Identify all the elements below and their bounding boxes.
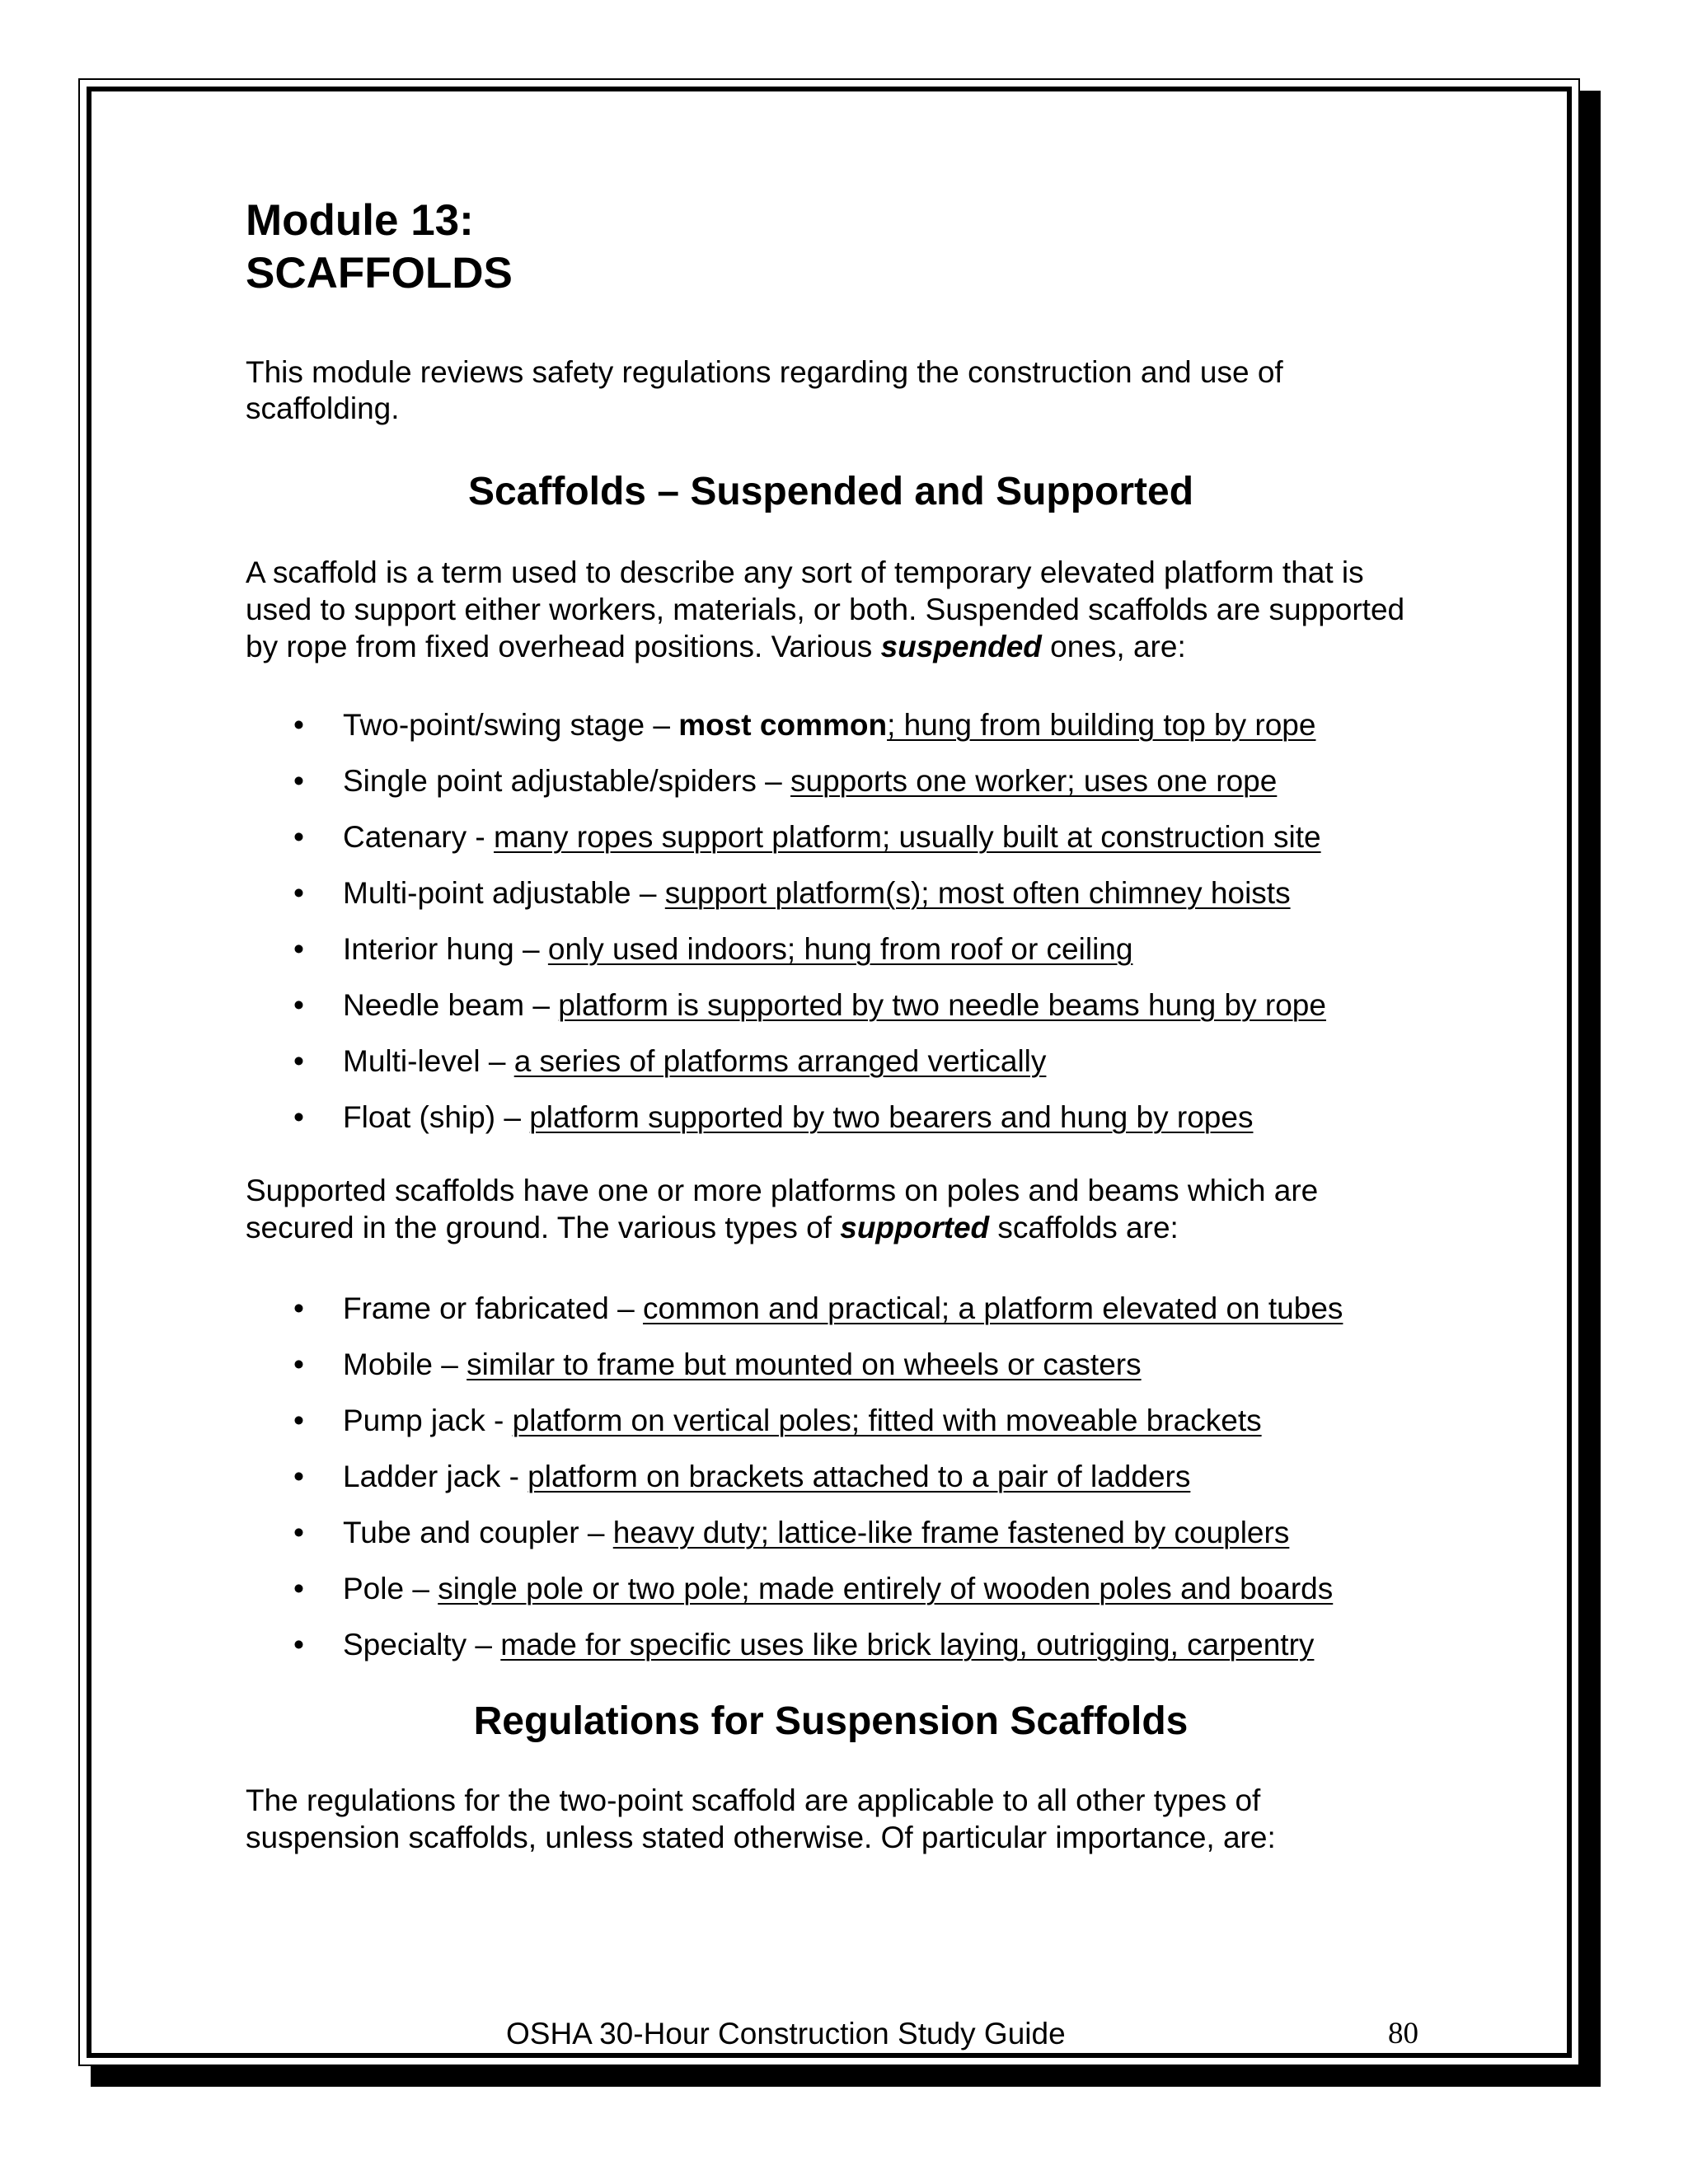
- section-heading-regulations: Regulations for Suspension Scaffolds: [473, 1699, 1189, 1743]
- suspended-scaffold-item: [246, 707, 1449, 763]
- bullet-icon: •: [293, 708, 304, 742]
- item-description: common and practical; a platform elevated on tubes: [642, 1291, 1343, 1325]
- supported-scaffold-item: [246, 1403, 1449, 1459]
- item-description: platform supported by two bearers and hung by ropes: [529, 1100, 1254, 1134]
- item-description: a series of platforms arranged vertically: [513, 1044, 1047, 1078]
- supported-scaffold-list: [246, 1291, 1449, 1683]
- bullet-icon: •: [293, 988, 304, 1022]
- page-number: 80: [1388, 2017, 1418, 2050]
- scaffold-definition-paragraph: [246, 554, 1432, 665]
- item-term: Pump jack -: [343, 1404, 513, 1437]
- page-content: [246, 194, 1432, 1854]
- item-term: Catenary -: [343, 820, 495, 854]
- suspended-scaffold-item: [246, 819, 1449, 875]
- bullet-icon: •: [293, 1516, 304, 1549]
- item-description: platform on vertical poles; fitted with moveable brackets: [512, 1404, 1262, 1437]
- bullet-icon: •: [293, 820, 304, 854]
- item-description: similar to frame but mounted on wheels or casters: [467, 1347, 1142, 1381]
- item-term: Needle beam –: [343, 988, 559, 1022]
- item-term: Multi-point adjustable –: [343, 876, 665, 910]
- module-title-line2: SCAFFOLDS: [246, 249, 513, 298]
- item-description: made for specific uses like brick laying, outrigging, carpentry: [500, 1628, 1315, 1661]
- para2-emphasis-supported: supported: [840, 1211, 990, 1244]
- supported-scaffold-item: [246, 1347, 1449, 1403]
- item-term: Float (ship) –: [343, 1100, 530, 1134]
- item-description: heavy duty; lattice-like frame fastened by couplers: [612, 1516, 1290, 1549]
- bullet-icon: •: [293, 1291, 304, 1325]
- supported-scaffold-paragraph: [246, 1172, 1432, 1246]
- para2-start: Supported scaffolds have one or more platforms on poles and beams which are secured in the ground. The various types of: [246, 1174, 1319, 1244]
- regulations-paragraph: The regulations for the two-point scaffold are applicable to all other types of suspension scaffolds, unless stated otherwise. Of particular importance, are:: [246, 1783, 1276, 1854]
- supported-scaffold-item: [246, 1571, 1449, 1627]
- suspended-scaffold-item: [246, 763, 1449, 819]
- para-emphasis-suspended: suspended: [880, 630, 1042, 663]
- bullet-icon: •: [293, 1404, 304, 1437]
- item-term: Tube and coupler –: [343, 1516, 613, 1549]
- module-title: [246, 194, 1432, 300]
- supported-scaffold-item: [246, 1627, 1449, 1683]
- item-term: Mobile –: [343, 1347, 467, 1381]
- bullet-icon: •: [293, 1628, 304, 1661]
- supported-scaffold-item: [246, 1291, 1449, 1347]
- item-description: many ropes support platform; usually built at construction site: [494, 820, 1321, 854]
- bullet-icon: •: [293, 876, 304, 910]
- suspended-scaffold-item: [246, 931, 1449, 987]
- para-end: ones, are:: [1041, 630, 1186, 663]
- item-term: Frame or fabricated –: [343, 1291, 643, 1325]
- item-description: platform on brackets attached to a pair of ladders: [528, 1460, 1191, 1493]
- item-term: Single point adjustable/spiders –: [343, 764, 791, 798]
- item-term: Specialty –: [343, 1628, 501, 1661]
- module-title-line1: Module 13:: [246, 196, 474, 245]
- bullet-icon: •: [293, 1347, 304, 1381]
- item-description: platform is supported by two needle beams hung by rope: [558, 988, 1326, 1022]
- item-description: only used indoors; hung from roof or ceiling: [547, 932, 1133, 966]
- item-emphasis: most common: [678, 708, 888, 742]
- item-description: single pole or two pole; made entirely of wooden poles and boards: [438, 1572, 1334, 1605]
- intro-paragraph: This module reviews safety regulations regarding the construction and use of scaffolding.: [246, 355, 1283, 425]
- suspended-scaffold-item: [246, 1043, 1449, 1099]
- suspended-scaffold-item: [246, 1099, 1449, 1155]
- section-heading-suspended-supported: Scaffolds – Suspended and Supported: [467, 470, 1194, 513]
- para2-end: scaffolds are:: [989, 1211, 1179, 1244]
- item-description: support platform(s); most often chimney hoists: [664, 876, 1291, 910]
- bullet-icon: •: [293, 1572, 304, 1605]
- item-term: Ladder jack -: [343, 1460, 528, 1493]
- bullet-icon: •: [293, 1044, 304, 1078]
- item-description: ; hung from building top by rope: [887, 708, 1316, 742]
- supported-scaffold-item: [246, 1515, 1449, 1571]
- bullet-icon: •: [293, 1460, 304, 1493]
- item-description: supports one worker; uses one rope: [790, 764, 1278, 798]
- item-term: Interior hung –: [343, 932, 548, 966]
- para-start: A scaffold is a term used to describe any sort of temporary elevated platform that is used to support either workers, materials, or both. Suspended scaffolds are supported by rope from fixed overhead positions. Various: [246, 555, 1405, 663]
- item-term: Two-point/swing stage –: [343, 708, 679, 742]
- item-term: Pole –: [343, 1572, 438, 1605]
- supported-scaffold-item: [246, 1459, 1449, 1515]
- suspended-scaffold-item: [246, 987, 1449, 1043]
- bullet-icon: •: [293, 764, 304, 798]
- footer-title: OSHA 30-Hour Construction Study Guide: [506, 2017, 1066, 2050]
- suspended-scaffold-item: [246, 875, 1449, 931]
- bullet-icon: •: [293, 932, 304, 966]
- item-term: Multi-level –: [343, 1044, 514, 1078]
- suspended-scaffold-list: [246, 707, 1449, 1155]
- bullet-icon: •: [293, 1100, 304, 1134]
